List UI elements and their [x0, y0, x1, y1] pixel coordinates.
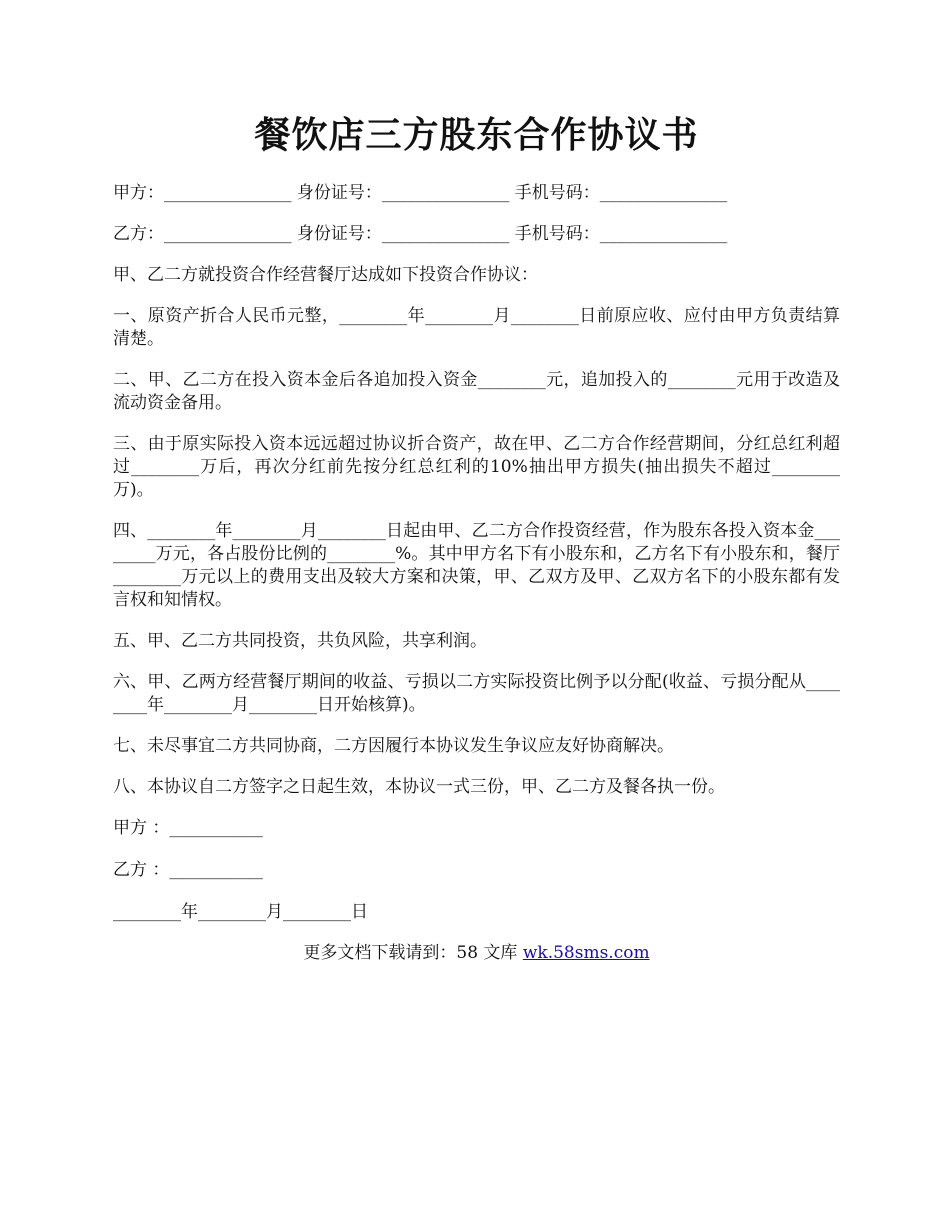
footer-link[interactable]: wk.58sms.com [522, 943, 650, 963]
footer [113, 942, 840, 965]
clause-8: 八、本协议自二方签字之日起生效，本协议一式三份，甲、乙二方及餐各执一份。 [113, 777, 725, 797]
document-page [113, 110, 840, 965]
clause-3: 三、由于原实际投入资本远远超过协议折合资产，故在甲、乙二方合作经营期间，分红总红利超过________万后，再次分红前先按分红总红利的10%抽出甲方损失(抽出损失不超过________万)。 [113, 434, 840, 500]
clause-1: 一、原资产折合人民币元整，________年________月________日前原应收、应付由甲方负责结算清楚。 [113, 306, 840, 349]
party-b-info-line: 乙方：_______________ 身份证号：_______________ 手机号码：_______________ [113, 224, 728, 244]
clause-7: 七、未尽事宜二方共同协商，二方因履行本协议发生争议应友好协商解决。 [113, 736, 674, 756]
intro-paragraph: 甲、乙二方就投资合作经营餐厅达成如下投资合作协议： [113, 265, 538, 285]
signature-party-b: 乙方 ：___________ [113, 860, 263, 880]
clause-4: 四、________年________月________日起由甲、乙二方合作投资经营，作为股东各投入资本金________万元，各占股份比例的________%。其中甲方名下有小股东和，乙方名下有小股东和，餐厅________万元以上的费用支出及较大方案和决策，甲、乙双方及甲、乙双方名下的小股东都有发言权和知情权。 [113, 521, 840, 610]
clause-6: 六、甲、乙两方经营餐厅期间的收益、亏损以二方实际投资比例予以分配(收益、亏损分配从________年________月________日开始核算)。 [113, 672, 840, 715]
signature-party-a: 甲方 ：___________ [113, 818, 263, 838]
footer-prefix: 更多文档下载请到：58 文库 [303, 943, 523, 963]
clause-5: 五、甲、乙二方共同投资，共负风险，共享利润。 [113, 631, 487, 651]
party-a-info-line: 甲方：_______________ 身份证号：_______________ 手机号码：_______________ [113, 183, 728, 203]
signature-date-line: ________年________月________日 [113, 902, 368, 922]
document-title: 餐饮店三方股东合作协议书 [254, 114, 699, 156]
clause-2: 二、甲、乙二方在投入资本金后各追加投入资金________元，追加投入的________元用于改造及流动资金备用。 [113, 370, 840, 413]
